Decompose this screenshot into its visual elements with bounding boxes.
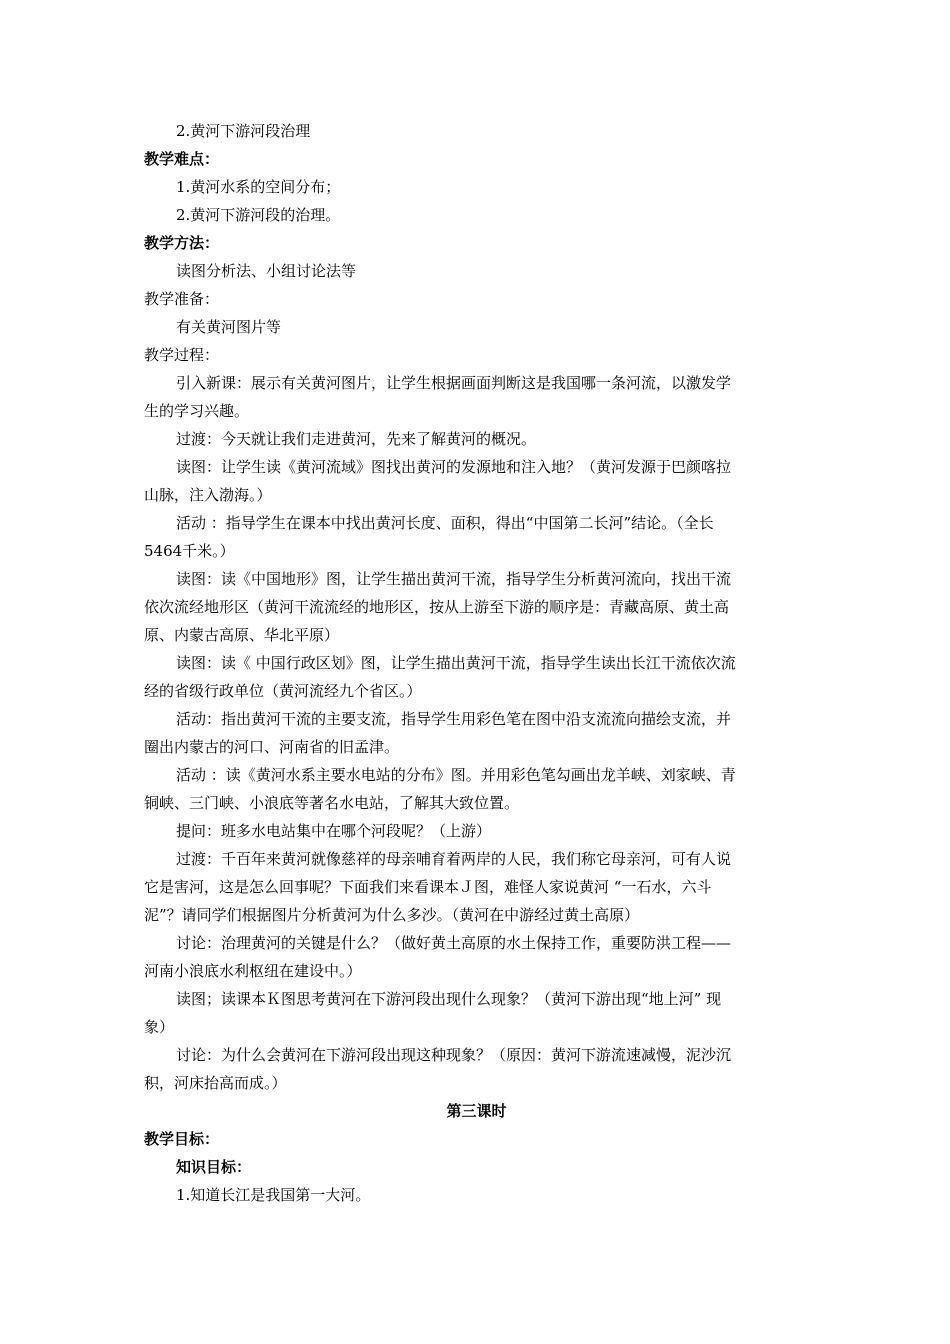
paragraph-line: 依次流经地形区（黄河干流流经的地形区，按从上游至下游的顺序是：青藏高原、黄土高 (144, 598, 730, 616)
paragraph-line: 读图：读《中国地形》图，让学生描出黄河干流，指导学生分析黄河流向，找出干流 (176, 570, 732, 588)
paragraph-line: 讨论：为什么会黄河在下游河段出现这种现象？（原因：黄河下游流速减慢，泥沙沉 (176, 1046, 732, 1064)
section-heading-process: 教学过程： (144, 346, 220, 364)
paragraph-line: 过渡：千百年来黄河就像慈祥的母亲哺育着两岸的人民，我们称它母亲河，可有人说 (176, 850, 732, 868)
paragraph-line: 提问：班多水电站集中在哪个河段呢？（上游） (176, 822, 492, 840)
paragraph-line: 原、内蒙古高原、华北平原） (144, 626, 340, 644)
subheading-knowledge: 知识目标： (176, 1158, 252, 1176)
paragraph-line: 圈出内蒙古的河口、河南省的旧孟津。 (144, 738, 400, 756)
section-heading-preparation: 教学准备： (144, 290, 220, 308)
text-line: 读图分析法、小组讨论法等 (176, 262, 357, 280)
paragraph-line: 生的学习兴趣。 (144, 402, 250, 420)
paragraph-line: 铜峡、三门峡、小浪底等著名水电站，了解其大致位置。 (144, 794, 520, 812)
paragraph-line: 读图；读课本Ｋ图思考黄河在下游河段出现什么现象？（黄河下游出现“地上河” 现 (176, 990, 722, 1008)
text-line: 2.黄河下游河段的治理。 (176, 206, 341, 224)
section-heading-methods: 教学方法： (144, 234, 220, 252)
section-heading-objectives: 教学目标： (144, 1130, 220, 1148)
paragraph-line: 过渡：今天就让我们走进黄河，先来了解黄河的概况。 (176, 430, 537, 448)
paragraph-line: 讨论：治理黄河的关键是什么？（做好黄土高原的水土保持工作，重要防洪工程—— (176, 934, 732, 952)
paragraph-line: 活动：指出黄河干流的主要支流，指导学生用彩色笔在图中沿支流流向描绘支流，并 (176, 710, 732, 728)
paragraph-line: 活动 ：指导学生在课本中找出黄河长度、面积，得出“中国第二长河”结论。（全长 (176, 514, 714, 532)
paragraph-line: 活动 ：读《黄河水系主要水电站的分布》图。并用彩色笔勾画出龙羊峡、刘家峡、青 (176, 766, 736, 784)
paragraph-line: 它是害河，这是怎么回事呢？下面我们来看课本Ｊ图，难怪人家说黄河 “一石水，六斗 (144, 878, 712, 896)
paragraph-line: 5464千米。） (144, 542, 235, 560)
section-heading-difficulties: 教学难点： (144, 150, 220, 168)
paragraph-line: 象） (144, 1018, 175, 1036)
paragraph-line: 经的省级行政单位（黄河流经九个省区。） (144, 682, 422, 700)
paragraph-line: 河南小浪底水利枢纽在建设中。） (144, 962, 362, 980)
paragraph-line: 山脉，注入渤海。） (144, 486, 272, 504)
paragraph-line: 积，河床抬高而成。） (144, 1074, 287, 1092)
text-line: 2.黄河下游河段治理 (176, 122, 311, 140)
lesson-title: 第三课时 (446, 1102, 507, 1120)
text-line: 有关黄河图片等 (176, 318, 282, 336)
paragraph-line: 读图：让学生读《黄河流域》图找出黄河的发源地和注入地？（黄河发源于巴颜喀拉 (176, 458, 732, 476)
paragraph-line: 读图：读《 中国行政区划》图，让学生描出黄河干流，指导学生读出长江干流依次流 (176, 654, 736, 672)
text-line: 1.黄河水系的空间分布； (176, 178, 341, 196)
paragraph-line: 泥”？请同学们根据图片分析黄河为什么多沙。（黄河在中游经过黄土高原） (144, 906, 640, 924)
paragraph-line: 引入新课：展示有关黄河图片，让学生根据画面判断这是我国哪一条河流，以激发学 (176, 374, 732, 392)
text-line: 1.知道长江是我国第一大河。 (176, 1186, 371, 1204)
